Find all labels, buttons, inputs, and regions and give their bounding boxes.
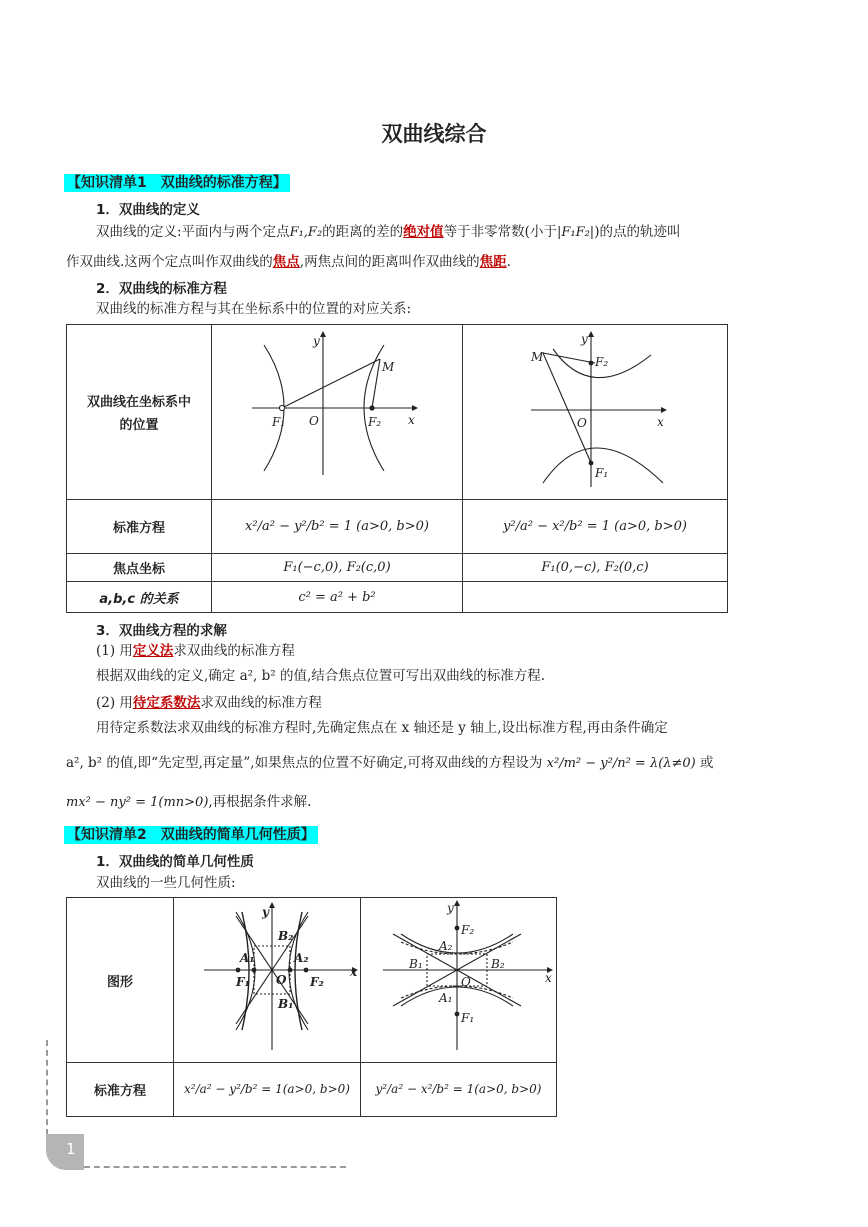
keyword-focus: 焦点: [272, 254, 300, 270]
equation-text: y²/a² − x²/b² = 1(a>0, b>0): [375, 1082, 542, 1096]
row-label-figure: 图形: [67, 898, 174, 1063]
text: 作双曲线.这两个定点叫作双曲线的: [66, 254, 273, 270]
axis-label-y: y: [313, 334, 320, 348]
equation-vertical: [361, 1063, 557, 1117]
properties-table: [66, 897, 557, 1117]
equation-vertical: [463, 500, 728, 554]
focus-label-f2: F₂: [368, 415, 382, 429]
focus-label-f2: F₂: [595, 355, 609, 369]
abc-relation: c² = a² + b²: [212, 582, 463, 613]
vertex-label-b1: B₁: [278, 997, 294, 1011]
text: (2) 用: [96, 695, 133, 711]
vertex-label-a2: A₂: [294, 951, 309, 965]
vertex-label-a1: A₁: [240, 951, 255, 965]
vertical-hyperbola-diagram: [463, 325, 727, 495]
label-line: 双曲线在坐标系中: [86, 395, 191, 410]
equation-horizontal: [174, 1063, 361, 1117]
text: 或: [700, 755, 714, 771]
method-2-text-3: [66, 792, 311, 813]
properties-intro: 双曲线的一些几何性质:: [96, 875, 236, 891]
origin-label: O: [309, 414, 319, 428]
keyword-undetermined-coefficients: 待定系数法: [132, 695, 201, 711]
keyword-definition-method: 定义法: [132, 643, 174, 659]
vertex-label-b2: B₂: [491, 957, 505, 971]
axis-label-y: y: [581, 332, 588, 346]
row-label-position: [67, 325, 212, 500]
focus-label-f2: F₂: [461, 923, 475, 937]
graph-vertical-hyperbola: [463, 325, 728, 500]
text: .: [506, 254, 511, 270]
equation-horizontal: [212, 500, 463, 554]
axis-label-y: y: [447, 901, 454, 915]
text: 求双曲线的标准方程: [173, 643, 295, 659]
keyword-focal-length: 焦距: [479, 254, 507, 270]
method-2-text-1: 用待定系数法求双曲线的标准方程时,先确定焦点在 x 轴还是 y 轴上,设出标准方程,再由条件确定: [96, 720, 668, 736]
method-2-heading: [96, 693, 322, 713]
vertex-label-b2: B₂: [278, 929, 294, 943]
method-2-text-2: [66, 753, 714, 774]
text: ,再根据条件求解.: [208, 794, 312, 810]
horizontal-hyperbola-diagram: [212, 325, 462, 495]
text: 双曲线的定义:平面内与两个定点: [96, 224, 290, 240]
page-title: 双曲线综合: [381, 122, 487, 146]
equation-alt: mx² − ny² = 1(mn>0): [66, 795, 209, 810]
horizontal-properties-diagram: [174, 898, 360, 1058]
section-heading-2: [64, 824, 318, 844]
focus-label-f1: F₁: [461, 1011, 475, 1025]
axis-label-y: y: [262, 905, 269, 919]
subheading-properties: 1．双曲线的简单几何性质: [96, 854, 254, 870]
text: a², b² 的值,即“先定型,再定量”,如果焦点的位置不好确定,可将双曲线的方程设为: [66, 755, 543, 771]
row-label-foci: 焦点坐标: [67, 554, 212, 582]
method-1-heading: [96, 641, 295, 661]
page-margin-line: [46, 1040, 48, 1135]
page-number-text: 1: [66, 1140, 76, 1158]
foci-horizontal: F₁(−c,0), F₂(c,0): [212, 554, 463, 582]
equation-text: x²/a² − y²/b² = 1 (a>0, b>0): [245, 519, 429, 534]
row-label-equation: 标准方程: [67, 500, 212, 554]
focus-label-f1: F₁: [595, 466, 609, 480]
text: (1) 用: [96, 643, 133, 659]
keyword-absolute-value: 绝对值: [403, 224, 444, 240]
origin-label: O: [461, 975, 471, 989]
section-heading-text: 【知识清单2 双曲线的简单几何性质】: [64, 826, 318, 844]
page-number: [46, 1134, 84, 1170]
focus-label-f1: F₁: [236, 975, 250, 989]
axis-label-x: x: [350, 965, 358, 979]
row-label-abc: a,b,c 的关系: [67, 582, 212, 613]
math-focal-distance: |F₁F₂|: [556, 225, 595, 240]
text: 求双曲线的标准方程: [200, 695, 322, 711]
subheading-standard-equation: 2．双曲线的标准方程: [96, 281, 227, 297]
math-foci: F₁,F₂: [289, 225, 323, 240]
definition-line-2: [66, 252, 511, 272]
point-label-m: M: [531, 350, 544, 364]
subheading-solving: 3．双曲线方程的求解: [96, 623, 227, 639]
label-line: 的位置: [119, 418, 159, 433]
figure-horizontal: [174, 898, 361, 1063]
graph-horizontal-hyperbola: [212, 325, 463, 500]
origin-label: O: [276, 973, 287, 987]
method-1-text: 根据双曲线的定义,确定 a², b² 的值,结合焦点位置可写出双曲线的标准方程.: [96, 668, 546, 684]
text: 等于非零常数(小于: [443, 224, 557, 240]
standard-equation-table: [66, 324, 728, 613]
section-heading-1: [64, 172, 290, 192]
subheading-definition: 1．双曲线的定义: [96, 202, 200, 218]
section-heading-text: 【知识清单1 双曲线的标准方程】: [64, 174, 290, 192]
vertex-label-a2: A₂: [439, 939, 453, 953]
definition-line-1: [96, 222, 680, 243]
text: ,两焦点间的距离叫作双曲线的: [299, 254, 480, 270]
table-intro: 双曲线的标准方程与其在坐标系中的位置的对应关系:: [96, 301, 412, 317]
vertex-label-a1: A₁: [439, 991, 453, 1005]
equation-general: x²/m² − y²/n² = λ(λ≠0): [546, 756, 696, 771]
equation-text: x²/a² − y²/b² = 1(a>0, b>0): [184, 1082, 350, 1096]
text: )的点的轨迹叫: [594, 224, 681, 240]
vertical-properties-diagram: [361, 898, 556, 1058]
origin-label: O: [577, 416, 587, 430]
vertex-label-b1: B₁: [409, 957, 423, 971]
axis-label-x: x: [545, 971, 552, 985]
equation-text: y²/a² − x²/b² = 1 (a>0, b>0): [503, 519, 687, 534]
text: 的距离的差的: [322, 224, 404, 240]
point-label-m: M: [382, 360, 395, 374]
row-label-equation: 标准方程: [67, 1063, 174, 1117]
axis-label-x: x: [408, 413, 415, 427]
abc-relation-empty: [463, 582, 728, 613]
page-footer-line: [84, 1166, 346, 1168]
axis-label-x: x: [657, 415, 664, 429]
figure-vertical: [361, 898, 557, 1063]
foci-vertical: F₁(0,−c), F₂(0,c): [463, 554, 728, 582]
focus-label-f2: F₂: [310, 975, 324, 989]
focus-label-f1: F₁: [272, 415, 286, 429]
